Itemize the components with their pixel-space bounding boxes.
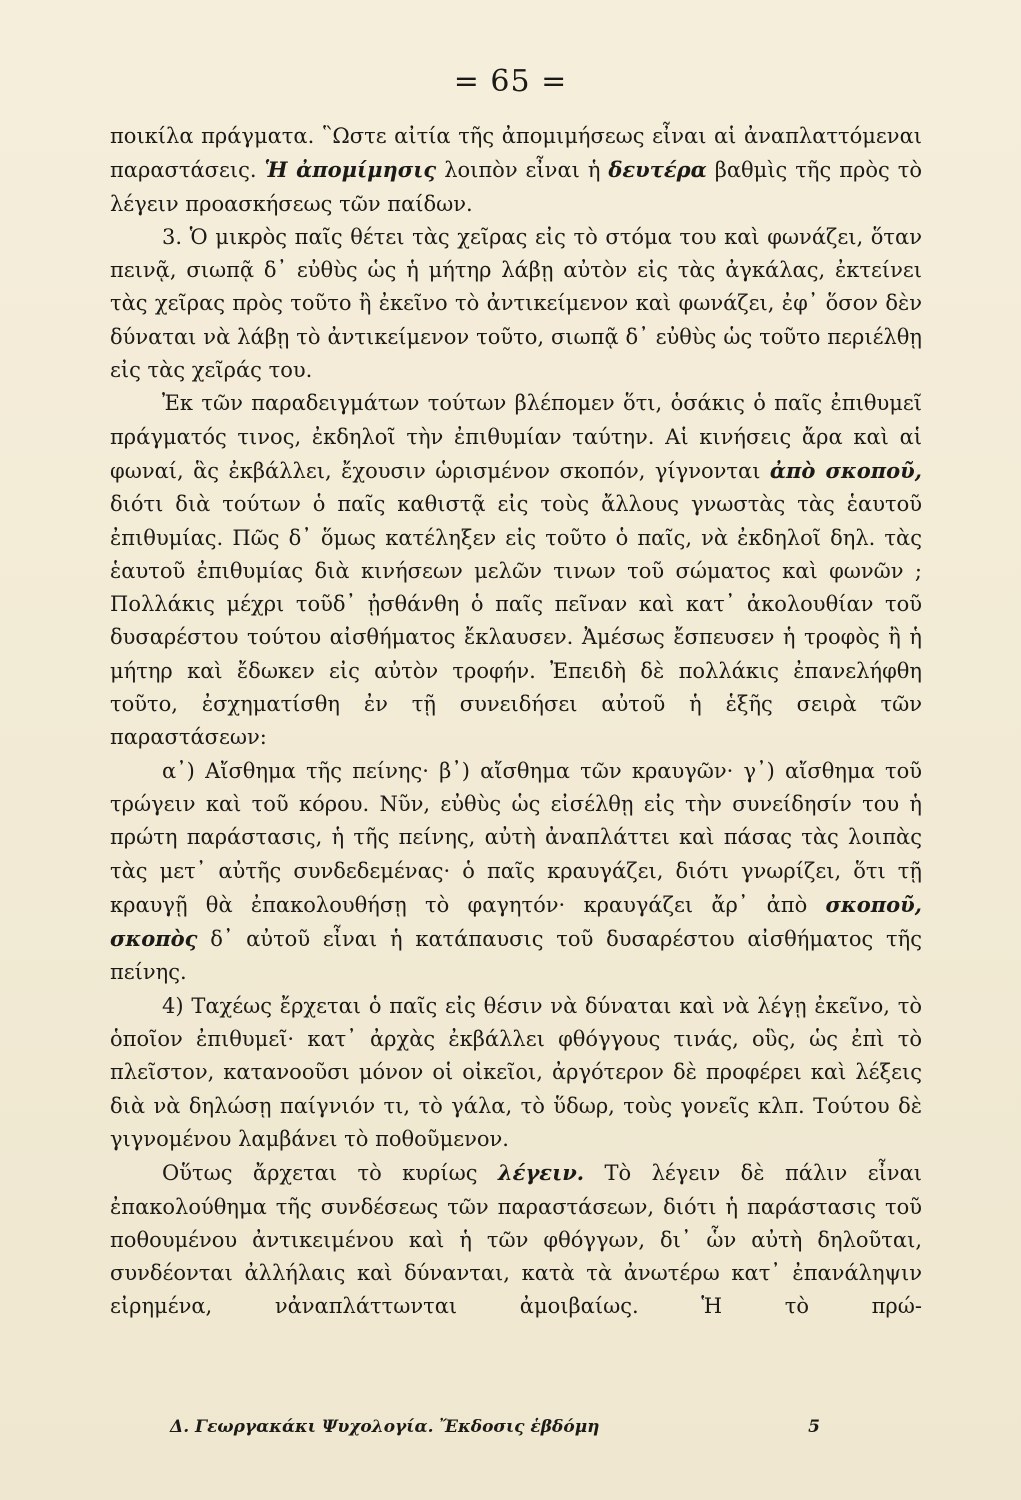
footer-title: Δ. Γεωργακάκι Ψυχολογία. Ἔκδοσις ἑβδόμη	[170, 1417, 600, 1437]
paragraph-6	[110, 1156, 922, 1323]
body-text: 3. Ὁ μικρὸς παῖς θέτει τὰς χεῖρας εἰς τὸ στόμα του καὶ φωνάζει, ὅταν πεινᾷ, σιωπᾷ δ᾽ εὐθὺς ὡς ἡ μήτηρ λάβῃ αὐτὸν εἰς τὰς ἀγκάλας, ἐκτείνει τὰς χεῖρας πρὸς τοῦτο ἢ ἐκεῖνο τὸ ἀντικείμενον καὶ φωνάζει, ἐφ᾽ ὅσον δὲν δύναται νὰ λάβῃ τὸ ἀντικείμενον τοῦτο, σιωπᾷ δ᾽ εὐθὺς ὡς τοῦτο περιέλθῃ εἰς τὰς χεῖράς του.	[110, 224, 922, 383]
body-text: α᾽) Αἴσθημα τῆς πείνης· β᾽) αἴσθημα τῶν κραυγῶν· γ᾽) αἴσθημα τοῦ τρώγειν καὶ τοῦ κόρου. Νῦν, εὐθὺς ὡς εἰσέλθῃ εἰς τὴν συνείδησίν του ἡ πρώτη παράστασις, ἡ τῆς πείνης, αὐτὴ ἀναπλάττει καὶ πάσας τὰς λοιπὰς τὰς μετ᾽ αὐτῆς συνδεδεμένας· ὁ παῖς κραυγάζει, διότι γνωρίζει, ὅτι τῇ κραυγῇ θὰ ἐπακολουθήσῃ τὸ φαγητόν· κραυγάζει ἄρ᾽ ἀπὸ	[110, 758, 922, 917]
paragraph-4	[110, 755, 922, 990]
emphasis-text: λέγειν.	[497, 1160, 585, 1186]
body-text: 4) Ταχέως ἔρχεται ὁ παῖς εἰς θέσιν νὰ δύναται καὶ νὰ λέγῃ ἐκεῖνο, τὸ ὁποῖον ἐπιθυμεῖ· κατ᾽ ἀρχὰς ἐκβάλλει φθόγγους τινάς, οὓς, ὡς ἐπὶ τὸ πλεῖστον, κατανοοῦσι μόνον οἱ οἰκεῖοι, ἀργότερον δὲ προφέρει καὶ λέξεις διὰ νὰ δηλώσῃ παίγνιόν τι, τὸ γάλα, τὸ ὕδωρ, τοὺς γονεῖς κλπ. Τούτου δὲ γιγνομένου λαμβάνει τὸ ποθοῦμενον.	[110, 993, 922, 1151]
paragraph-5	[110, 990, 922, 1156]
emphasis-text: δευτέρα	[608, 157, 707, 183]
body-text: Ἐκ τῶν παραδειγμάτων τούτων βλέπομεν ὅτι, ὁσάκις ὁ παῖς ἐπιθυμεῖ πράγματός τινος, ἐκδηλοῖ τὴν ἐπιθυμίαν ταύτην. Αἱ κινήσεις ἄρα καὶ αἱ φωναί, ἃς ἐκβάλλει, ἔχουσιν ὡρισμένον σκοπόν, γίγνονται	[110, 391, 922, 483]
body-text: λοιπὸν εἶναι ἡ	[436, 158, 609, 183]
body-text: δ᾽ αὐτοῦ εἶναι ἡ κατάπαυσις τοῦ δυσαρέστου αἰσθήματος τῆς πείνης.	[110, 927, 922, 985]
body-text: διότι διὰ τούτων ὁ παῖς καθιστᾷ εἰς τοὺς ἄλλους γνωστὰς τὰς ἑαυτοῦ ἐπιθυμίας. Πῶς δ᾽ ὅμως κατέληξεν εἰς τοῦτο ὁ παῖς, νὰ ἐκδηλοῖ δηλ. τὰς ἑαυτοῦ ἐπιθυμίας διὰ κινήσεων μελῶν τινων τοῦ σώματος καὶ φωνῶν ; Πολλάκις μέχρι τοῦδ᾽ ᾐσθάνθη ὁ παῖς πεῖναν καὶ κατ᾽ ἀκολουθίαν τοῦ δυσαρέστου τούτου αἰσθήματος ἔκλαυσεν. Ἀμέσως ἔσπευσεν ἡ τροφὸς ἢ ἡ μήτηρ καὶ ἔδωκεν εἰς αὐτὸν τροφήν. Ἐπειδὴ δὲ πολλάκις ἐπανελήφθη τοῦτο, ἐσχηματίσθη ἐν τῇ συνειδήσει αὐτοῦ ἡ ἑξῆς σειρὰ τῶν παραστάσεων:	[110, 492, 922, 750]
paragraph-1	[110, 120, 922, 221]
page-number: = 65 =	[453, 64, 568, 99]
emphasis-text: Ἡ ἀπομίμησις	[264, 157, 437, 183]
paragraph-3	[110, 387, 922, 754]
body-text: βαθμὶς τῆς πρὸς τὸ λέγειν προασκήσεως τῶν παίδων.	[110, 158, 922, 216]
page-footer	[170, 1417, 820, 1437]
body-text: Οὕτως ἄρχεται τὸ κυρίως	[162, 1161, 498, 1186]
emphasis-text: σκοποῦ, σκοπὸς	[110, 891, 922, 952]
page-body	[110, 120, 922, 1324]
body-text: ποικίλα πράγματα. ῝Ωστε αἰτία τῆς ἀπομιμήσεως εἶναι αἱ ἀναπλαττόμεναι παραστάσεις.	[110, 124, 922, 183]
signature-mark: 5	[808, 1417, 820, 1437]
body-text: Τὸ λέγειν δὲ πάλιν εἶναι ἐπακολούθημα τῆς συνδέσεως τῶν παραστάσεων, διότι ἡ παράστασις τοῦ ποθουμένου ἀντικειμένου καὶ ἡ τῶν φθόγγων, δι᾽ ὧν αὐτὴ δηλοῦται, συνδέονται ἀλλήλαις καὶ δύνανται, κατὰ τὰ ἀνωτέρω κατ᾽ ἐπανάληψιν εἰρημένα, νἀναπλάττωνται ἀμοιβαίως. Ἡ τὸ πρώ-	[110, 1161, 922, 1319]
paragraph-2	[110, 221, 922, 387]
emphasis-text: ἀπὸ σκοποῦ,	[769, 457, 922, 483]
